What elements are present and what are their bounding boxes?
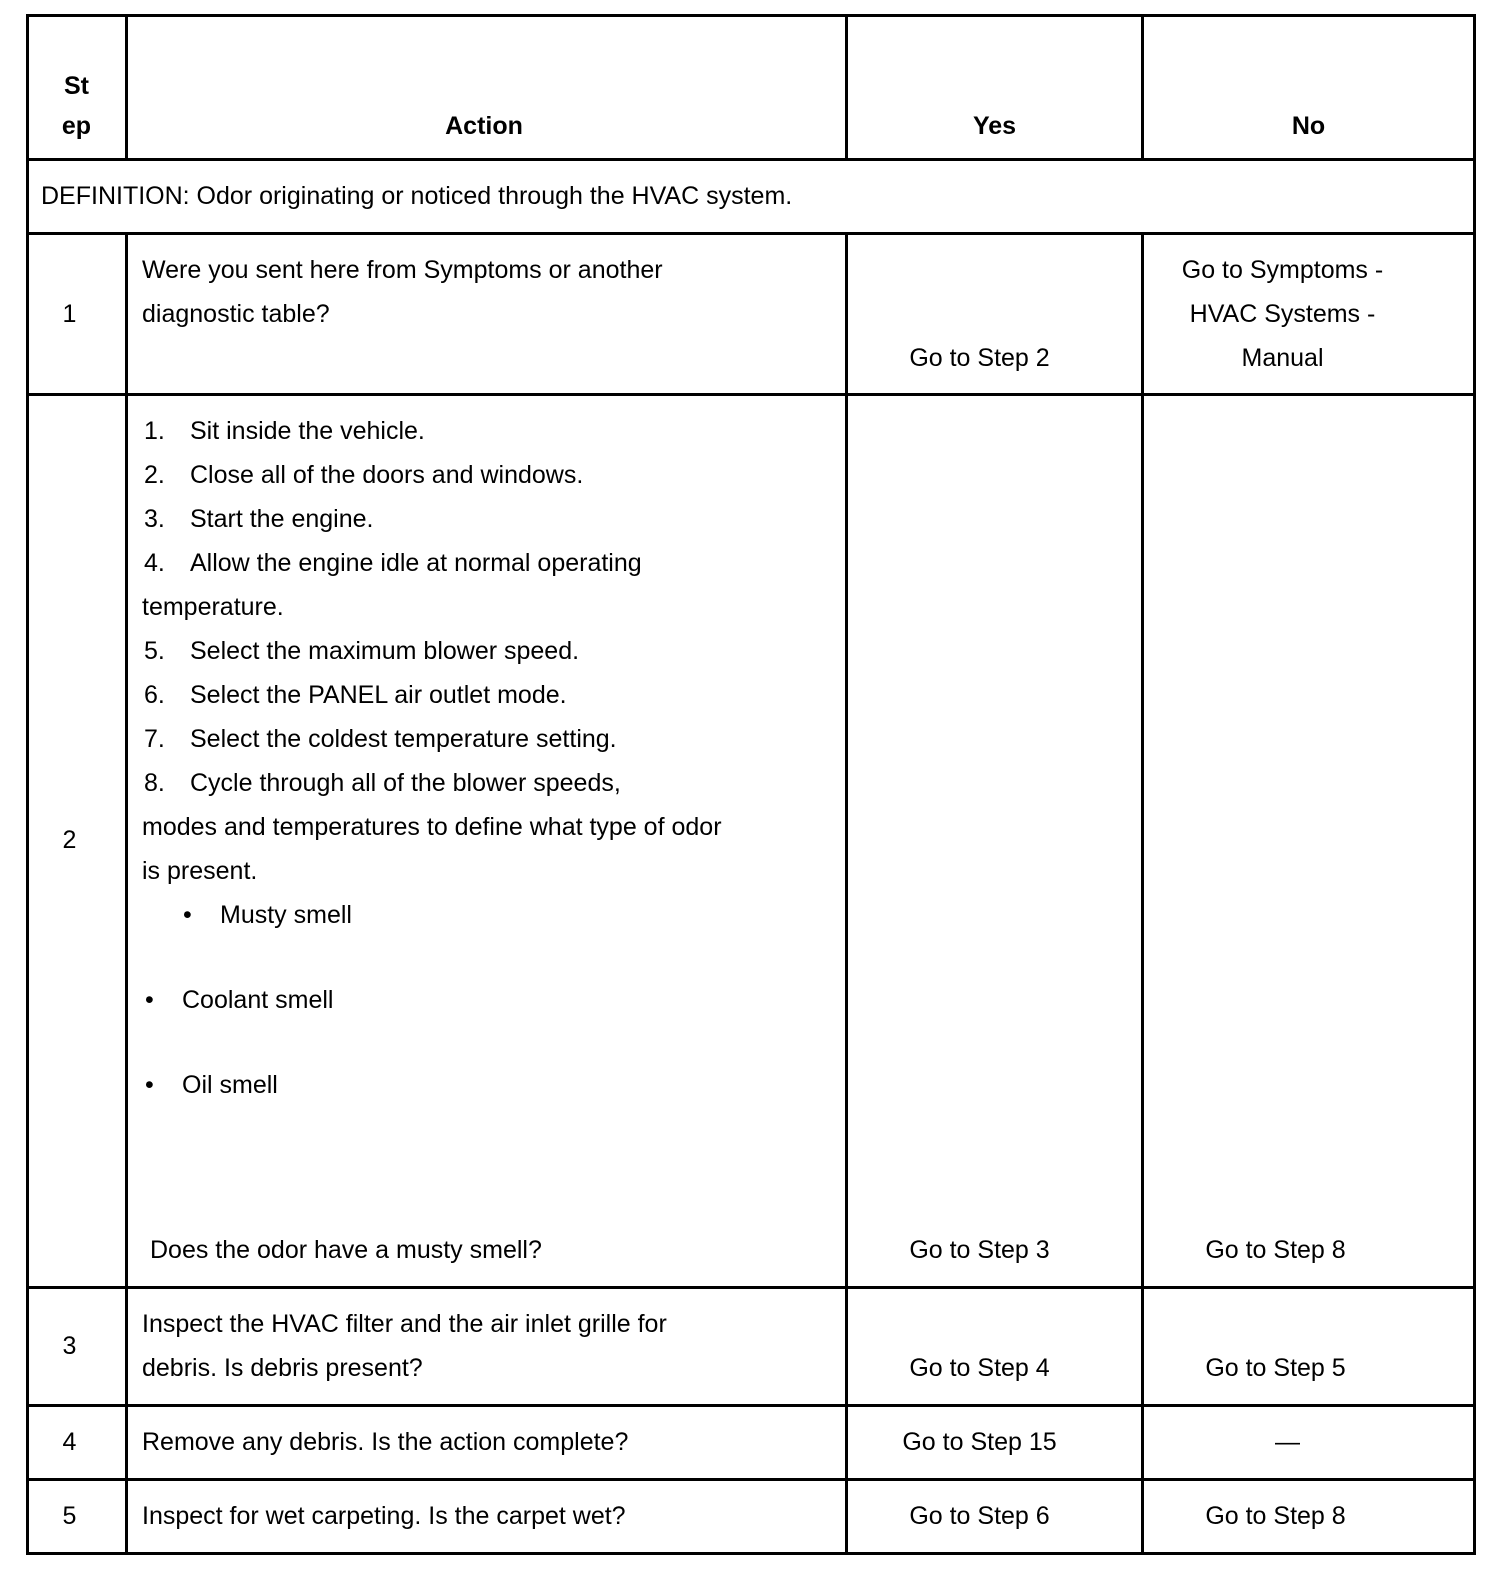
list-item: Close all of the doors and windows. [190,461,584,489]
list-item: Select the coldest temperature setting. [190,725,617,753]
list-item: temperature. [142,593,284,621]
yes-result: Go to Step 6 [909,1502,1050,1530]
list-item: Allow the engine idle at normal operating [190,549,642,577]
list-number: 8. [144,769,165,797]
list-number: 4. [144,549,165,577]
no-result: HVAC Systems - [1189,300,1376,328]
header-yes: Yes [972,112,1017,140]
action-text: Were you sent here from Symptoms or another [142,256,663,284]
header-action: Action [445,112,523,140]
list-number: 7. [144,725,165,753]
step-number: 2 [62,826,77,854]
column-divider [125,232,128,1555]
no-result: Go to Step 8 [1205,1502,1346,1530]
table-rule [26,1404,1476,1407]
diagnostic-table [26,14,1476,1564]
table-border-right [1473,14,1476,1555]
header-no: No [1291,112,1326,140]
list-number: 5. [144,637,165,665]
bullet-item: Musty smell [220,901,352,929]
yes-result: Go to Step 4 [909,1354,1050,1382]
no-result: Go to Symptoms - [1181,256,1384,284]
table-rule [26,232,1476,235]
yes-result: Go to Step 2 [909,344,1050,372]
table-border-bottom [26,1552,1476,1555]
bullet-item: Coolant smell [182,986,334,1014]
bullet-icon: • [145,1071,154,1099]
yes-result: Go to Step 15 [902,1428,1057,1456]
list-item: Cycle through all of the blower speeds, [190,769,621,797]
header-step-line2: ep [61,112,92,140]
list-item: modes and temperatures to define what type of odor [142,813,722,841]
list-item: is present. [142,857,258,885]
table-border-top [26,14,1476,17]
list-number: 2. [144,461,165,489]
question-text: Does the odor have a musty smell? [150,1236,542,1264]
yes-result: Go to Step 3 [909,1236,1050,1264]
table-rule [26,158,1476,161]
list-number: 1. [144,417,165,445]
table-rule [26,1286,1476,1289]
step-number: 4 [62,1428,77,1456]
bullet-icon: • [145,986,154,1014]
no-result: Go to Step 5 [1205,1354,1346,1382]
list-item: Select the maximum blower speed. [190,637,580,665]
list-item: Start the engine. [190,505,374,533]
step-number: 3 [62,1332,77,1360]
bullet-item: Oil smell [182,1071,278,1099]
list-item: Sit inside the vehicle. [190,417,425,445]
no-result: Go to Step 8 [1205,1236,1346,1264]
step-number: 5 [62,1502,77,1530]
list-number: 6. [144,681,165,709]
step-number: 1 [62,300,77,328]
no-result: Manual [1241,344,1324,372]
bullet-icon: • [183,901,192,929]
action-text: Inspect the HVAC filter and the air inlet grille for [142,1310,667,1338]
list-number: 3. [144,505,165,533]
table-rule [26,1478,1476,1481]
table-rule [26,393,1476,396]
no-result: — [1275,1428,1300,1456]
list-item: Select the PANEL air outlet mode. [190,681,567,709]
definition-text: DEFINITION: Odor originating or noticed through the HVAC system. [41,182,793,210]
action-text: diagnostic table? [142,300,330,328]
action-text: Inspect for wet carpeting. Is the carpet wet? [142,1502,626,1530]
header-step-line1: St [64,72,89,100]
action-text: debris. Is debris present? [142,1354,423,1382]
action-text: Remove any debris. Is the action complete? [142,1428,629,1456]
